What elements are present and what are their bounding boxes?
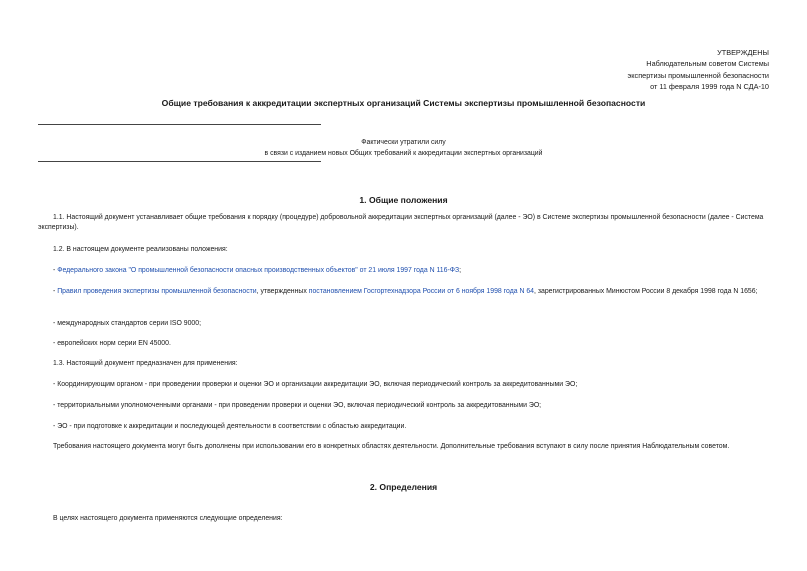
rules-registration: , зарегистрированных Минюстом России 8 декабря 1998 года N 1656; — [534, 288, 758, 295]
law-116-fz-link[interactable]: Федерального закона "О промышленной безопасности опасных производственных объектов" от 21 июля 1997 года N 116-ФЗ — [57, 267, 460, 274]
list-item-law — [53, 266, 771, 276]
document-status — [0, 138, 807, 159]
divider-top — [38, 124, 321, 125]
paragraph-1-2: 1.2. В настоящем документе реализованы положения: — [53, 246, 228, 253]
list-item-eo: - ЭО - при подготовке к аккредитации и последующей деятельности в соответствии с областью аккредитации. — [53, 423, 407, 430]
section-1-heading: 1. Общие положения — [359, 195, 448, 205]
document-title: Общие требования к аккредитации экспертных организаций Системы экспертизы промышленной безопасности — [161, 98, 646, 108]
approval-block — [628, 47, 769, 92]
paragraph-note: Требования настоящего документа могут быть дополнены при использовании его в конкретных областях деятельности. Дополнительные требования вступают в силу после принятия Наблюдательным советом. — [53, 443, 730, 450]
approval-date: от 11 февраля 1999 года N СДА-10 — [650, 81, 769, 91]
list-item-rules — [38, 287, 771, 297]
list-dash: - — [53, 267, 58, 274]
approval-authority-line1: Наблюдательным советом Системы — [646, 59, 769, 69]
list-item-territorial-bodies: - территориальными уполномоченными органами - при проведении проверки и оценки ЭО, включая периодический контроль за аккредитованными ЭО; — [53, 402, 542, 409]
status-line1: Фактически утратили силу — [361, 139, 446, 146]
list-item-en: - европейских норм серии EN 45000. — [53, 340, 171, 347]
approval-authority-line2: экспертизы промышленной безопасности — [627, 70, 769, 80]
rules-connector: , утвержденных — [256, 288, 309, 295]
section-2-heading: 2. Определения — [369, 482, 438, 492]
status-line2: в связи с изданием новых Общих требований к аккредитации экспертных организаций — [264, 149, 543, 157]
approval-heading: УТВЕРЖДЕНЫ — [717, 48, 769, 57]
list-dash: - — [53, 288, 58, 295]
list-item-coordinating-body: - Координирующим органом - при проведении проверки и оценки ЭО и организации аккредитации ЭО, включая периодический контроль за аккредитованными ЭО; — [53, 381, 578, 388]
expertise-rules-link[interactable]: Правил проведения экспертизы промышленной безопасности — [57, 288, 257, 295]
paragraph-1-1: 1.1. Настоящий документ устанавливает общие требования к порядку (процедуре) добровольной аккредитации экспертных организаций (далее - ЭО) в Системе экспертизы промышленной безопасности (далее - Система экспертизы). — [38, 214, 764, 232]
list-item-iso: - международных стандартов серии ISO 9000; — [53, 320, 201, 327]
divider-bottom — [38, 161, 321, 162]
resolution-64-link[interactable]: постановлением Госгортехнадзора России от 6 ноября 1998 года N 64 — [308, 288, 535, 295]
list-item-suffix: ; — [459, 267, 462, 274]
section-2-intro: В целях настоящего документа применяются следующие определения: — [53, 515, 283, 522]
paragraph-1-3: 1.3. Настоящий документ предназначен для применения: — [53, 360, 238, 367]
